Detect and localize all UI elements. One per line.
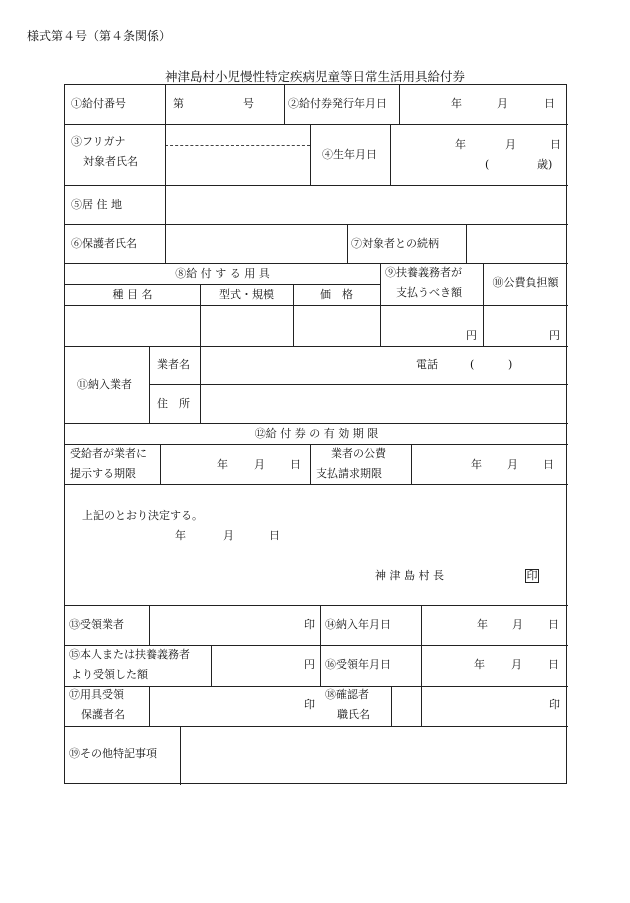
form-number: 様式第４号（第４条関係）: [27, 29, 172, 43]
col-divider: [211, 645, 212, 686]
model-header: 型式・規模: [219, 288, 274, 301]
present-day-label: 日: [290, 458, 301, 471]
phone-open-paren: (: [470, 358, 475, 371]
claim-day-label: 日: [543, 458, 554, 471]
row-divider: [65, 444, 568, 445]
delivery-date-label: ⑭納入年月日: [325, 618, 391, 631]
issue-day-label: 日: [544, 97, 555, 110]
col-divider: [310, 124, 311, 185]
address-label: ⑤居 住 地: [71, 198, 122, 211]
col-divider: [466, 224, 467, 263]
present-deadline-line2: 提示する期限: [70, 467, 136, 480]
col-divider: [165, 124, 166, 224]
col-divider: [180, 726, 181, 785]
voucher-number-suffix: 号: [243, 97, 254, 110]
vendor-name-label: 業者名: [157, 358, 190, 371]
col-divider: [149, 346, 150, 423]
guardian-name-label: ⑥保護者氏名: [71, 237, 137, 250]
row-divider: [65, 645, 568, 646]
supply-recipient-line2: 保護者名: [81, 708, 125, 721]
claim-deadline-line2: 支払請求期限: [316, 467, 382, 480]
delivery-day-label: 日: [548, 618, 559, 631]
obligor-amount-line1: ⑨扶養義務者が: [385, 266, 462, 279]
receiving-vendor-label: ⑬受領業者: [69, 618, 124, 631]
present-month-label: 月: [254, 458, 265, 471]
col-divider: [390, 124, 391, 185]
col-divider: [411, 444, 412, 484]
public-yen-unit: 円: [549, 329, 560, 342]
col-divider: [391, 686, 392, 726]
issue-month-label: 月: [497, 97, 508, 110]
public-cost-label: ⑩公費負担額: [492, 276, 559, 289]
row-divider: [65, 686, 568, 687]
decision-month-label: 月: [223, 529, 234, 542]
delivery-year-label: 年: [477, 618, 488, 631]
row-divider: [65, 305, 568, 306]
col-divider: [347, 224, 348, 263]
claim-year-label: 年: [471, 458, 482, 471]
price-header: 価 格: [320, 288, 353, 301]
received-year-label: 年: [474, 658, 485, 671]
claim-deadline-line1: 業者の公費: [331, 447, 386, 460]
paid-amount-line2: より受領した額: [71, 668, 148, 681]
phone-close-paren: ): [508, 358, 513, 371]
row-divider: [65, 224, 568, 225]
mayor-title: 神 津 島 村 長: [375, 569, 444, 582]
col-divider: [284, 85, 285, 124]
col-divider: [165, 85, 166, 124]
row-divider: [65, 185, 568, 186]
received-day-label: 日: [548, 658, 559, 671]
vendor-label: ⑪納入業者: [77, 378, 132, 391]
furigana-label: ③フリガナ: [71, 135, 126, 148]
birth-year-label: 年: [455, 138, 466, 151]
paid-amount-line1: ⑮本人または扶養義務者: [69, 648, 190, 661]
present-deadline-line1: 受給者が業者に: [70, 447, 147, 460]
delivery-month-label: 月: [512, 618, 523, 631]
furigana-divider: [165, 145, 310, 146]
voucher-number-prefix: 第: [173, 97, 184, 110]
mayor-seal: 印: [526, 569, 538, 582]
col-divider: [310, 444, 311, 484]
col-divider: [380, 263, 381, 346]
supply-header: ⑧給 付 す る 用 具: [175, 267, 270, 280]
confirmer-line1: ⑱確認者: [325, 688, 369, 701]
item-name-header: 種 目 名: [112, 288, 153, 301]
form-title: 神津島村小児慢性特定疾病児童等日常生活用具給付券: [164, 69, 465, 84]
col-divider: [160, 444, 161, 484]
claim-month-label: 月: [507, 458, 518, 471]
col-divider: [320, 605, 321, 686]
supply-recipient-line1: ⑰用具受領: [69, 688, 124, 701]
row-divider: [65, 124, 568, 125]
vendor-address-label: 住 所: [157, 397, 190, 410]
row-divider: [149, 384, 568, 385]
supply-recipient-seal: 印: [304, 698, 315, 711]
decision-year-label: 年: [175, 529, 186, 542]
birth-month-label: 月: [505, 138, 516, 151]
row-divider: [65, 605, 568, 606]
row-divider: [65, 423, 568, 424]
row-divider: [65, 726, 568, 727]
voucher-form: [64, 84, 567, 784]
col-divider: [200, 346, 201, 423]
row-divider: [65, 484, 568, 485]
col-divider: [149, 605, 150, 646]
phone-label: 電話: [416, 358, 438, 371]
issue-date-label: ②給付券発行年月日: [288, 97, 387, 110]
row-divider: [65, 284, 380, 285]
age-label: 歳): [537, 158, 553, 171]
confirmer-seal: 印: [549, 698, 560, 711]
col-divider: [421, 605, 422, 726]
birth-date-label: ④生年月日: [322, 148, 377, 161]
obligor-amount-line2: 支払うべき額: [396, 286, 462, 299]
col-divider: [149, 686, 150, 726]
row-divider: [65, 263, 568, 264]
subject-name-label: 対象者氏名: [83, 155, 138, 168]
paid-yen-unit: 円: [304, 658, 315, 671]
decision-day-label: 日: [269, 529, 280, 542]
voucher-number-label: ①給付番号: [71, 97, 126, 110]
col-divider: [165, 224, 166, 263]
receiving-vendor-seal: 印: [304, 618, 315, 631]
decision-statement: 上記のとおり決定する。: [82, 509, 203, 522]
received-month-label: 月: [511, 658, 522, 671]
birth-day-label: 日: [550, 138, 561, 151]
col-divider: [399, 85, 400, 124]
issue-year-label: 年: [451, 97, 462, 110]
confirmer-line2: 職氏名: [337, 708, 370, 721]
validity-header: ⑫給 付 券 の 有 効 期 限: [254, 427, 379, 440]
present-year-label: 年: [217, 458, 228, 471]
obligor-yen-unit: 円: [466, 329, 477, 342]
special-notes-label: ⑲その他特記事項: [69, 747, 157, 760]
age-open-paren: (: [485, 158, 490, 171]
relation-label: ⑦対象者との続柄: [351, 237, 439, 250]
row-divider: [65, 346, 568, 347]
received-date-label: ⑯受領年月日: [325, 658, 391, 671]
